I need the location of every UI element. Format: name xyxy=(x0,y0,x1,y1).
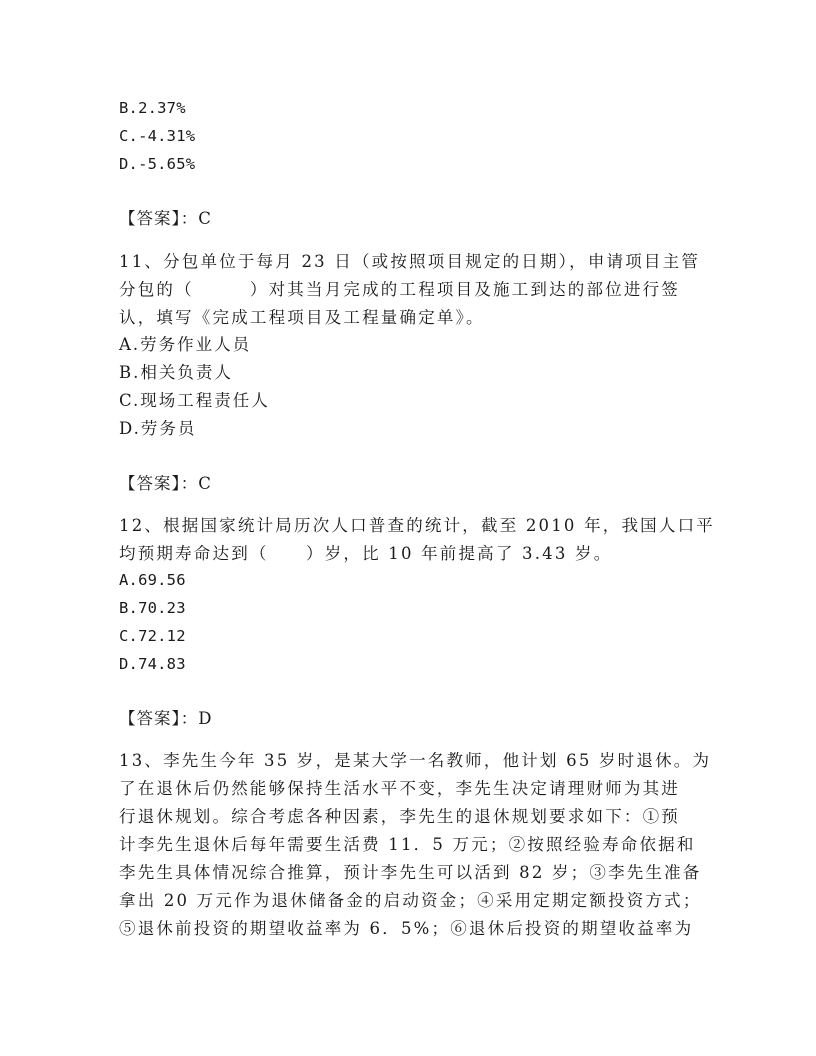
question-12-option-c: C.72.12 xyxy=(119,627,186,645)
question-12-answer: 【答案】：D xyxy=(119,709,213,728)
question-13-line-3: 行退休规划。综合考虑各种因素，李先生的退休规划要求如下：①预 xyxy=(119,807,680,826)
question-12-option-b: B.70.23 xyxy=(119,599,186,617)
option-c: C.-4.31% xyxy=(119,127,196,145)
question-12-line-1: 12、根据国家统计局历次人口普查的统计，截至 2010 年，我国人口平 xyxy=(119,516,715,535)
question-11-option-b: B.相关负责人 xyxy=(119,363,233,382)
question-13-line-7: ⑤退休前投资的期望收益率为 6．5%；⑥退休后投资的期望收益率为 xyxy=(119,919,694,938)
question-13-line-5: 李先生具体情况综合推算，预计李先生可以活到 82 岁；③李先生准备 xyxy=(119,863,702,882)
question-11-line-3: 认，填写《完成工程项目及工程量确定单》。 xyxy=(119,308,485,327)
question-12-option-a: A.69.56 xyxy=(119,571,186,589)
question-13-line-1: 13、李先生今年 35 岁，是某大学一名教师，他计划 65 岁时退休。为 xyxy=(119,751,712,770)
question-11-answer: 【答案】：C xyxy=(119,474,212,493)
question-11-line-1: 11、分包单位于每月 23 日（或按照项目规定的日期），申请项目主管 xyxy=(119,252,701,271)
question-12-option-d: D.74.83 xyxy=(119,655,186,673)
option-d: D.-5.65% xyxy=(119,155,196,173)
question-11-option-c: C.现场工程责任人 xyxy=(119,391,270,410)
question-13-line-6: 拿出 20 万元作为退休储备金的启动资金；④采用定期定额投资方式； xyxy=(119,891,702,910)
answer-label: 【答案】：C xyxy=(119,209,212,228)
question-11-option-a: A.劳务作业人员 xyxy=(119,335,252,354)
question-11-option-d: D.劳务员 xyxy=(119,419,197,438)
question-13-line-4: 计李先生退休后每年需要生活费 11．5 万元；②按照经验寿命依据和 xyxy=(119,835,696,854)
question-11-line-2: 分包的（ ）对其当月完成的工程项目及施工到达的部位进行签 xyxy=(119,280,680,299)
option-b: B.2.37% xyxy=(119,99,186,117)
question-13-line-2: 了在退休后仍然能够保持生活水平不变，李先生决定请理财师为其进 xyxy=(119,779,680,798)
question-12-line-2: 均预期寿命达到（ ）岁，比 10 年前提高了 3.43 岁。 xyxy=(119,544,613,563)
